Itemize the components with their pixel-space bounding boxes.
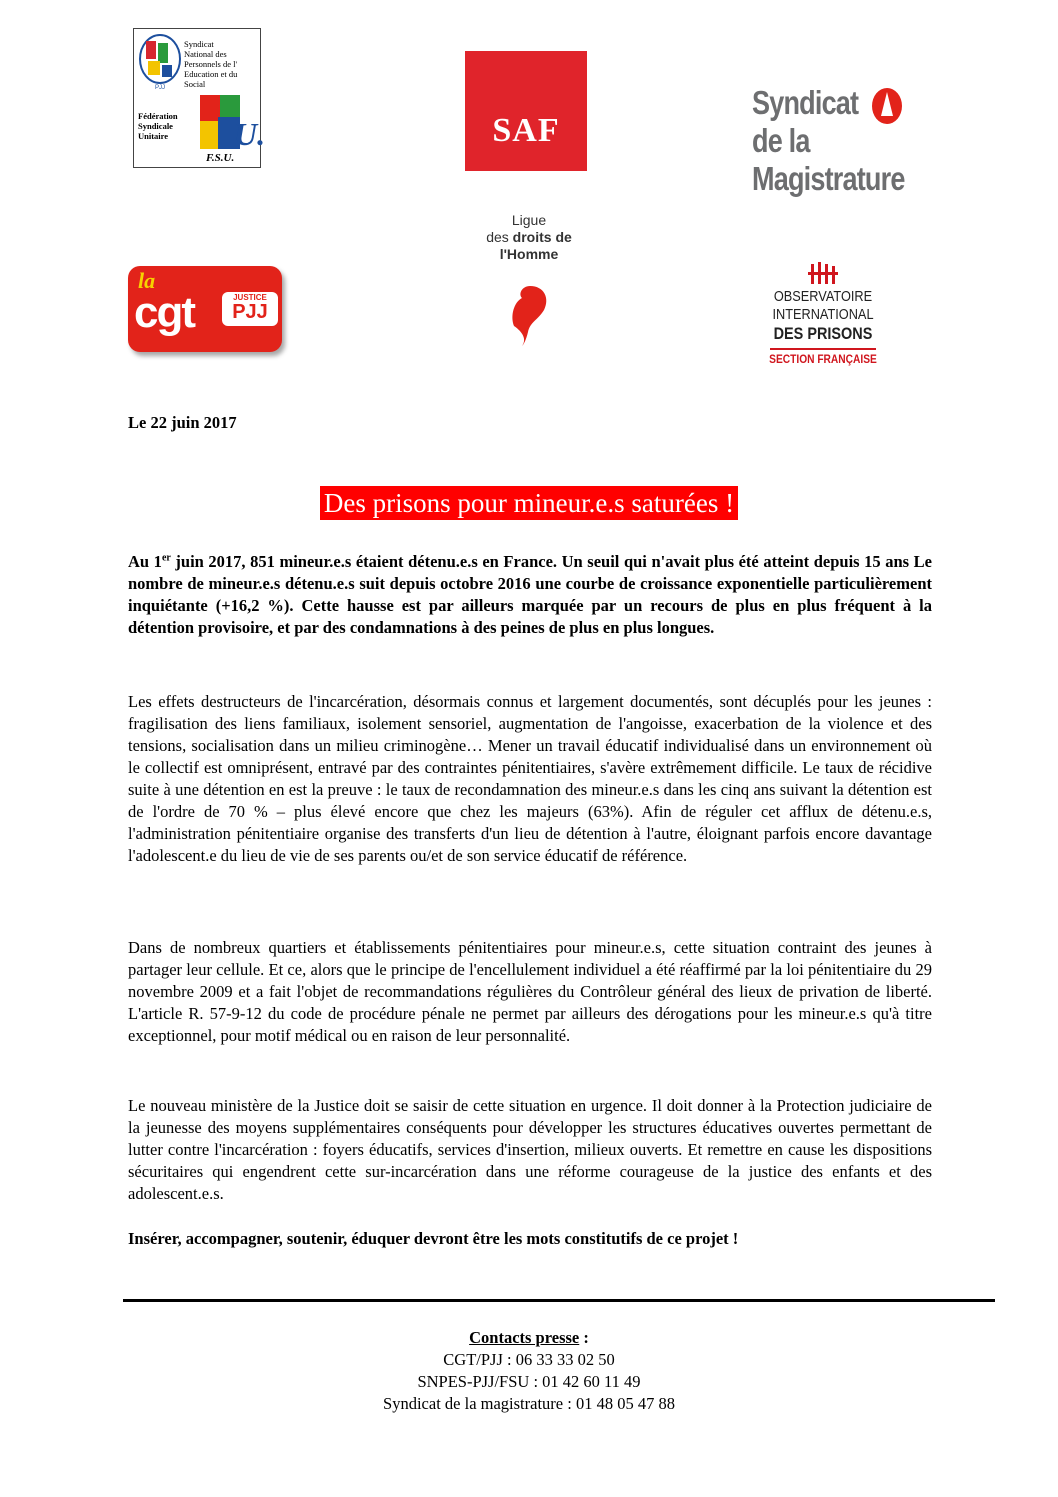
ldh-line2-b: droits de [512, 229, 572, 245]
contacts-heading-colon: : [579, 1328, 589, 1347]
document-title: Des prisons pour mineur.e.s saturées ! [320, 486, 738, 520]
ldh-line1: Ligue [511, 212, 547, 228]
paragraph-ministry: Le nouveau ministère de la Justice doit se saisir de cette situation en urgence. Il doit donner à la Protection judiciaire de la jeunesse des moyens supplémentaires conséquents pour développer les structures éducatives ouvertes permettant de lutter contre l'incarcération : foyers éducatifs, services d'insertion, milieux ouverts. Et remettre en cause les dispositions sécuritaires qui engendrent cette sur-incarcération dans une réforme courageuse de la justice des enfants et des adolescent.e.s. [128, 1096, 932, 1203]
p1-superscript: er [161, 552, 171, 564]
cgt-pjj-logo [128, 266, 282, 352]
contacts-heading [0, 1327, 1058, 1349]
p1-start: Au 1 [128, 552, 162, 571]
snpes-line: National des [184, 49, 227, 59]
ldh-line3: l'Homme [499, 246, 559, 262]
svg-text:U.: U. [234, 116, 266, 152]
contact-line: Syndicat de la magistrature : 01 48 05 47 88 [383, 1394, 675, 1413]
fsu-emblem-icon [200, 95, 266, 164]
fsu-line: Unitaire [138, 131, 169, 141]
fsu-name [138, 111, 178, 141]
snpes-name [184, 39, 237, 89]
ldh-phrygian-cap-icon [508, 282, 552, 348]
paragraph-intro [128, 551, 932, 639]
snpes-line: Syndicat [184, 39, 214, 49]
cgt-la: la [138, 268, 156, 293]
document-date: Le 22 juin 2017 [128, 413, 237, 432]
sm-line2: de la Magistrature [752, 122, 905, 197]
saf-label: SAF [492, 112, 560, 149]
snpes-line: Personnels de l' [184, 59, 237, 69]
snpes-line: Education et du [184, 69, 238, 79]
contact-line: SNPES-PJJ/FSU : 01 42 60 11 49 [417, 1372, 641, 1391]
snpes-line: Social [184, 79, 206, 89]
paragraph-cells: Dans de nombreux quartiers et établissements pénitentiaires pour mineur.e.s, cette situation contraint des jeunes à partager leur cellule. Et ce, alors que le principe de l'encellulement individuel a été réaffirmé par la loi pénitentiaire du 29 novembre 2009 et a fait l'objet de recommandations régulières du Contrôleur général des lieux de privation de liberté. L'article R. 57-9-12 du code de procédure pénale ne permet par ailleurs des dérogations pour les mineur.e.s qu'à titre exceptionnel, pour motif médical ou en raison de leur personnalité. [128, 938, 932, 1045]
paragraph-effects: Les effets destructeurs de l'incarcération, désormais connus et largement documentés, sont décuplés pour les jeunes : fragilisation des liens familiaux, isolement sensoriel, augmentation de l'angoisse, exacerbation de la violence et des tensions, socialisation dans un milieu criminogène… Mener un travail éducatif individualisé dans un environnement où le collectif est omniprésent, entravé par des contraintes pénitentiaires, s'avère extrêmement difficile. Le taux de récidive suite à une détention en est la preuve : le taux de recondamnation des mineur.e.s dans les cinq ans suivant la détention est de l'ordre de 70 % – plus élevé encore que chez les majeurs (63%). Afin de réguler cet afflux de détenu.e.s, l'administration pénitentiaire organise des transferts d'un lieu de détention à l'autre, éloignant parfois encore davantage l'adolescent.e du lieu de vie de ses parents ou/et de son service éducatif de référence. [128, 692, 932, 865]
oip-line1: OBSERVATOIRE INTERNATIONAL [772, 288, 874, 323]
paragraph-conclusion: Insérer, accompagner, soutenir, éduquer devront être les mots constitutifs de ce projet ! [128, 1229, 739, 1248]
oip-divider [770, 348, 876, 350]
saf-logo [465, 51, 587, 171]
contacts-heading-label: Contacts presse [469, 1328, 580, 1347]
svg-text:F.S.U.: F.S.U. [206, 152, 235, 164]
syndicat-magistrature-logo [750, 82, 932, 197]
cgt-justice-badge [222, 292, 278, 326]
snpes-emblem-icon [138, 33, 182, 93]
svg-text:PJJ: PJJ [154, 85, 166, 91]
ldh-logo [470, 212, 588, 352]
oip-bars-icon [808, 262, 838, 286]
footer-divider [123, 1299, 995, 1302]
ldh-line2 [470, 229, 588, 246]
press-contacts [0, 1327, 1058, 1415]
oip-line3: SECTION FRANÇAISE [769, 352, 877, 366]
snpes-fsu-logo [133, 28, 266, 168]
oip-logo [712, 262, 934, 366]
cgt-pjj-label: PJJ [232, 301, 268, 323]
cgt-word: cgt [134, 288, 194, 337]
cgt-justice-label: JUSTICE [233, 293, 267, 302]
sm-line1: Syndicat [752, 84, 859, 121]
oip-line2: DES PRISONS [773, 324, 873, 343]
p1-rest: juin 2017, 851 mineur.e.s étaient détenu.e.s en France. Un seuil qui n'avait plus été atteint depuis 15 ans Le nombre de mineur.e.s détenu.e.s suit depuis octobre 2016 une courbe de croissance exponentielle particulièrement inquiétante (+16,2 %). Cette hausse est par ailleurs marquée par un recours de plus en plus fréquent à la détention provisoire, et par des condamnations à des peines de plus en plus longues. [128, 552, 933, 637]
fsu-line: Fédération [138, 111, 178, 121]
title-wrap [0, 486, 1058, 520]
fsu-line: Syndicale [138, 121, 173, 131]
contact-line: CGT/PJJ : 06 33 33 02 50 [443, 1350, 615, 1369]
ldh-line2-a: des [486, 229, 513, 245]
sm-emblem-icon [870, 86, 904, 126]
